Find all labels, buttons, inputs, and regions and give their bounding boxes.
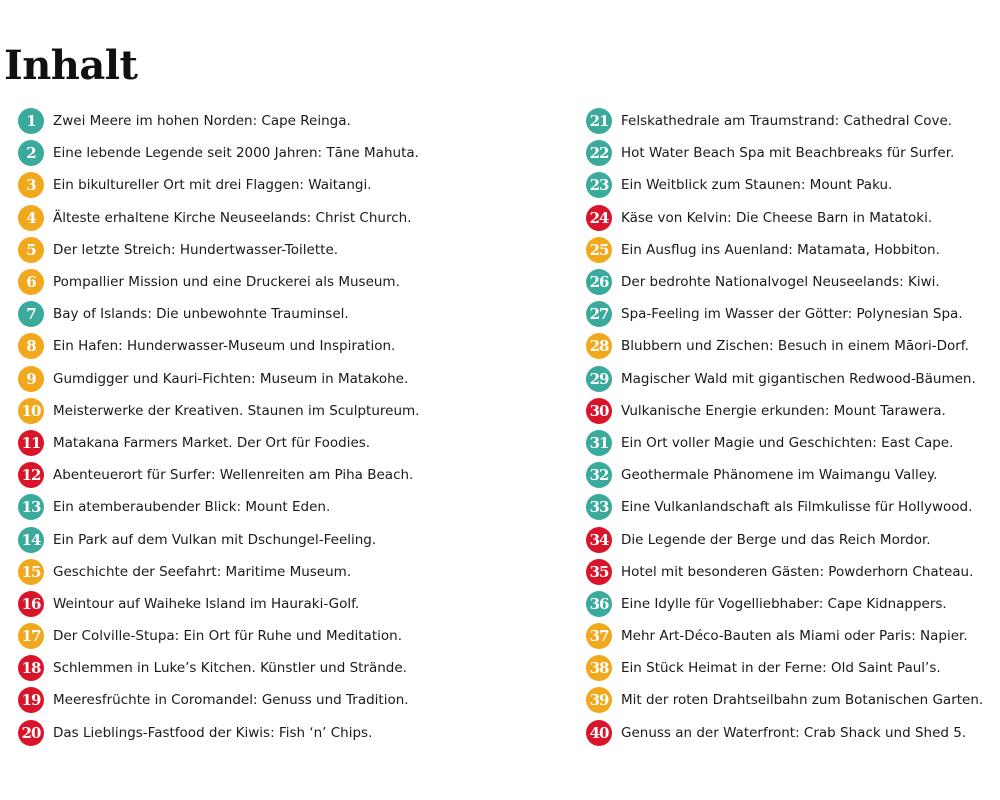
toc-column-left [18, 105, 419, 749]
toc-entry-label: Geschichte der Seefahrt: Maritime Museum. [53, 563, 352, 580]
toc-entry-label: Käse von Kelvin: Die Cheese Barn in Matatoki. [621, 209, 933, 226]
toc-number-badge: 24 [586, 205, 612, 231]
toc-number-badge: 36 [586, 591, 612, 617]
toc-entry[interactable] [586, 395, 983, 427]
toc-entry[interactable] [586, 234, 983, 266]
toc-entry-label: Magischer Wald mit gigantischen Redwood-Bäumen. [621, 370, 976, 387]
toc-entry[interactable] [586, 330, 983, 362]
page-title: Inhalt [4, 42, 138, 89]
toc-entry[interactable] [586, 459, 983, 491]
toc-entry[interactable] [18, 556, 419, 588]
toc-entry[interactable] [586, 523, 983, 555]
toc-number-badge: 8 [18, 333, 44, 359]
toc-number-badge: 30 [586, 398, 612, 424]
toc-entry[interactable] [586, 137, 983, 169]
toc-entry-label: Der letzte Streich: Hundertwasser-Toilette. [53, 241, 339, 258]
toc-entry-label: Ein Ausflug ins Auenland: Matamata, Hobbiton. [621, 241, 940, 258]
toc-entry-label: Ein Park auf dem Vulkan mit Dschungel-Feeling. [53, 531, 377, 548]
toc-entry-label: Das Lieblings-Fastfood der Kiwis: Fish ‘n’ Chips. [53, 724, 373, 741]
toc-number-badge: 6 [18, 269, 44, 295]
toc-entry-label: Eine lebende Legende seit 2000 Jahren: Tāne Mahuta. [53, 145, 419, 162]
toc-entry-label: Blubbern und Zischen: Besuch in einem Māori-Dorf. [621, 338, 969, 355]
toc-entry-label: Hotel mit besonderen Gästen: Powderhorn Chateau. [621, 563, 974, 580]
toc-entry-label: Ein Weitblick zum Staunen: Mount Paku. [621, 177, 893, 194]
toc-entry[interactable] [586, 266, 983, 298]
toc-entry-label: Spa-Feeling im Wasser der Götter: Polynesian Spa. [621, 306, 963, 323]
toc-entry-label: Meeresfrüchte in Coromandel: Genuss und Tradition. [53, 692, 409, 709]
toc-entry-label: Felskathedrale am Traumstrand: Cathedral Cove. [621, 113, 953, 130]
toc-number-badge: 5 [18, 237, 44, 263]
toc-entry[interactable] [18, 652, 419, 684]
toc-entry-label: Der bedrohte Nationalvogel Neuseelands: Kiwi. [621, 274, 940, 291]
toc-entry[interactable] [586, 588, 983, 620]
toc-entry-label: Pompallier Mission und eine Druckerei als Museum. [53, 274, 400, 291]
toc-entry-label: Geothermale Phänomene im Waimangu Valley. [621, 467, 938, 484]
toc-entry[interactable] [586, 105, 983, 137]
toc-number-badge: 37 [586, 623, 612, 649]
toc-entry-label: Eine Vulkanlandschaft als Filmkulisse für Hollywood. [621, 499, 973, 516]
toc-entry[interactable] [586, 684, 983, 716]
toc-number-badge: 26 [586, 269, 612, 295]
toc-entry-label: Ein bikultureller Ort mit drei Flaggen: Waitangi. [53, 177, 372, 194]
toc-entry[interactable] [586, 620, 983, 652]
toc-number-badge: 23 [586, 172, 612, 198]
toc-entry[interactable] [586, 298, 983, 330]
toc-entry-label: Ein Ort voller Magie und Geschichten: East Cape. [621, 434, 954, 451]
toc-entry-label: Eine Idylle für Vogelliebhaber: Cape Kidnappers. [621, 595, 947, 612]
toc-entry[interactable] [18, 395, 419, 427]
toc-column-right [586, 105, 983, 749]
toc-entry-label: Weintour auf Waiheke Island im Hauraki-Golf. [53, 595, 360, 612]
toc-entry[interactable] [18, 105, 419, 137]
toc-number-badge: 33 [586, 494, 612, 520]
toc-entry[interactable] [586, 363, 983, 395]
toc-number-badge: 34 [586, 527, 612, 553]
toc-number-badge: 10 [18, 398, 44, 424]
toc-entry[interactable] [586, 491, 983, 523]
toc-number-badge: 35 [586, 559, 612, 585]
toc-entry[interactable] [18, 588, 419, 620]
toc-entry-label: Hot Water Beach Spa mit Beachbreaks für Surfer. [621, 145, 955, 162]
toc-number-badge: 1 [18, 108, 44, 134]
toc-number-badge: 13 [18, 494, 44, 520]
toc-entry[interactable] [586, 427, 983, 459]
toc-entry[interactable] [18, 298, 419, 330]
toc-number-badge: 31 [586, 430, 612, 456]
toc-entry-label: Zwei Meere im hohen Norden: Cape Reinga. [53, 113, 351, 130]
toc-entry-label: Bay of Islands: Die unbewohnte Trauminsel. [53, 306, 349, 323]
toc-entry[interactable] [586, 202, 983, 234]
toc-number-badge: 29 [586, 366, 612, 392]
toc-entry-label: Vulkanische Energie erkunden: Mount Tarawera. [621, 402, 946, 419]
toc-number-badge: 2 [18, 140, 44, 166]
toc-number-badge: 17 [18, 623, 44, 649]
toc-entry[interactable] [18, 169, 419, 201]
toc-entry[interactable] [18, 620, 419, 652]
toc-entry[interactable] [18, 330, 419, 362]
toc-entry[interactable] [18, 523, 419, 555]
toc-entry-label: Die Legende der Berge und das Reich Mordor. [621, 531, 931, 548]
toc-entry-label: Matakana Farmers Market. Der Ort für Foodies. [53, 434, 371, 451]
toc-number-badge: 20 [18, 720, 44, 746]
toc-number-badge: 18 [18, 655, 44, 681]
toc-entry[interactable] [18, 491, 419, 523]
toc-number-badge: 38 [586, 655, 612, 681]
toc-number-badge: 16 [18, 591, 44, 617]
toc-entry[interactable] [18, 459, 419, 491]
toc-number-badge: 4 [18, 205, 44, 231]
toc-entry[interactable] [586, 717, 983, 749]
toc-entry[interactable] [18, 266, 419, 298]
toc-entry-label: Mit der roten Drahtseilbahn zum Botanischen Garten. [621, 692, 984, 709]
toc-entry-label: Der Colville-Stupa: Ein Ort für Ruhe und Meditation. [53, 628, 402, 645]
toc-number-badge: 22 [586, 140, 612, 166]
toc-number-badge: 7 [18, 301, 44, 327]
toc-number-badge: 11 [18, 430, 44, 456]
toc-entry-label: Schlemmen in Luke’s Kitchen. Künstler und Strände. [53, 660, 407, 677]
toc-entry[interactable] [18, 684, 419, 716]
toc-entry[interactable] [586, 556, 983, 588]
toc-entry-label: Abenteuerort für Surfer: Wellenreiten am Piha Beach. [53, 467, 414, 484]
toc-number-badge: 39 [586, 687, 612, 713]
toc-number-badge: 15 [18, 559, 44, 585]
toc-entry-label: Genuss an der Waterfront: Crab Shack und Shed 5. [621, 724, 967, 741]
toc-entry[interactable] [18, 234, 419, 266]
toc-entry[interactable] [586, 169, 983, 201]
toc-entry[interactable] [18, 717, 419, 749]
toc-number-badge: 27 [586, 301, 612, 327]
toc-number-badge: 40 [586, 720, 612, 746]
toc-entry-label: Mehr Art-Déco-Bauten als Miami oder Paris: Napier. [621, 628, 968, 645]
toc-number-badge: 14 [18, 527, 44, 553]
toc-entry-label: Ein Hafen: Hunderwasser-Museum und Inspiration. [53, 338, 396, 355]
toc-number-badge: 9 [18, 366, 44, 392]
toc-entry-label: Älteste erhaltene Kirche Neuseelands: Christ Church. [53, 209, 412, 226]
toc-entry-label: Ein atemberaubender Blick: Mount Eden. [53, 499, 331, 516]
toc-number-badge: 12 [18, 462, 44, 488]
toc-entry-label: Gumdigger und Kauri-Fichten: Museum in Matakohe. [53, 370, 409, 387]
toc-number-badge: 19 [18, 687, 44, 713]
toc-entry-label: Meisterwerke der Kreativen. Staunen im Sculptureum. [53, 402, 420, 419]
toc-entry[interactable] [18, 202, 419, 234]
toc-number-badge: 25 [586, 237, 612, 263]
toc-number-badge: 28 [586, 333, 612, 359]
toc-entry[interactable] [586, 652, 983, 684]
toc-entry[interactable] [18, 137, 419, 169]
toc-number-badge: 21 [586, 108, 612, 134]
toc-entry-label: Ein Stück Heimat in der Ferne: Old Saint Paul’s. [621, 660, 941, 677]
toc-entry[interactable] [18, 427, 419, 459]
toc-number-badge: 32 [586, 462, 612, 488]
toc-entry[interactable] [18, 363, 419, 395]
toc-number-badge: 3 [18, 172, 44, 198]
